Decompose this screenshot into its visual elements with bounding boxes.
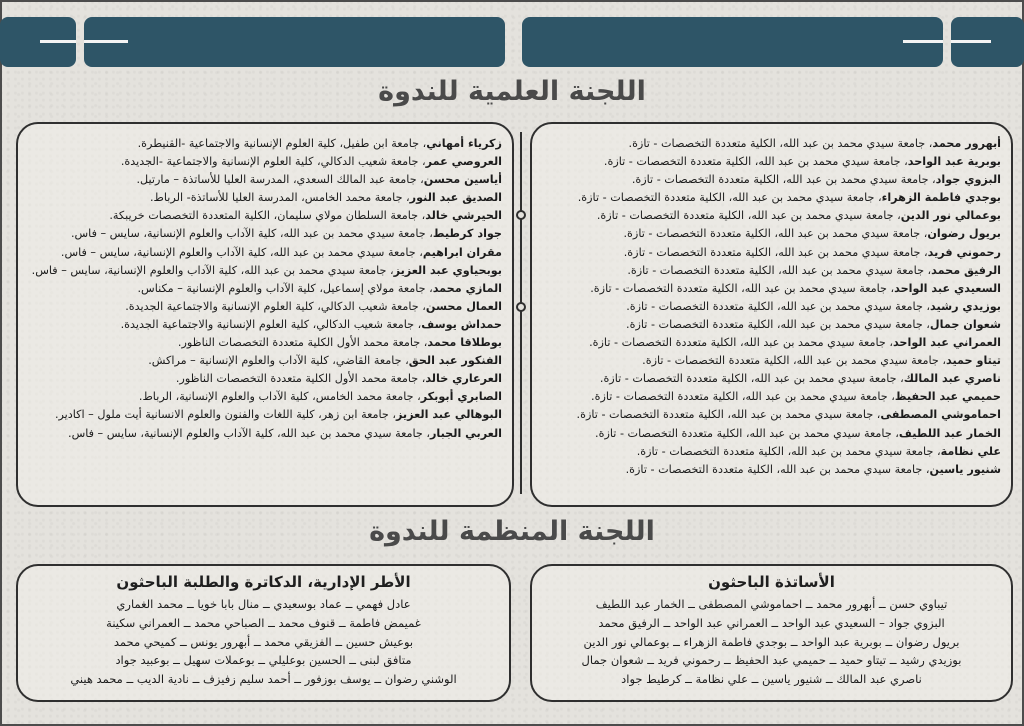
committee-member [28,370,502,388]
member-name: العرعاري خالد [425,372,502,386]
names-line: بوزيدي رشيد ــ تيتاو حميد ــ حميمي عبد الحفيظ ــ رحموني فريد ــ شعوان جمال [581,653,962,668]
scientific-left-list [28,135,502,443]
member-name: بوزيدي رشيد [930,299,1001,313]
committee-member [28,406,502,424]
member-name: مقران ابراهيم [422,245,502,259]
member-name: حمداش يوسف [421,317,502,331]
researchers-title: الأساتذة الباحثون [708,573,835,591]
member-affiliation: ، جامعة سيدي محمد بن عبد الله، الكلية متعددة التخصصات - تازة. [626,299,931,313]
committee-member [28,334,502,352]
committee-member [538,262,1001,280]
member-affiliation: ، جامعة محمد الأول الكلية متعددة التخصصات الناظور. [177,336,428,350]
member-affiliation: ، جامعة السلطان مولاي سليمان، الكلية المتعددة التخصصات خريبكة. [109,209,426,223]
committee-member [28,262,502,280]
scientific-right-panel [530,122,1013,507]
member-affiliation: ، جامعة سيدي محمد بن عبد الله، الكلية متعددة التخصصات - تازة. [595,426,899,440]
member-name: البزوي جواد [935,173,1001,187]
member-name: المازي محمد [432,281,502,295]
member-name: أياسين محسن [423,173,502,187]
member-name: بوجدي فاطمة الزهراء [881,191,1001,205]
member-affiliation: ، جامعة شعيب الدكالي، كلية العلوم الإنسانية والاجتماعية الجديدة. [125,299,426,313]
staff-names [26,595,501,689]
member-affiliation: ، جامعة محمد الأول الكلية متعددة التخصصات الناظور. [175,372,426,386]
member-affiliation: ، جامعة سيدي محمد بن عبد الله، كلية الآداب والعلوم الإنسانية، سايس – فاس. [68,426,430,440]
member-affiliation: ، جامعة سيدي محمد بن عبد الله، الكلية متعددة التخصصات - تازة. [642,354,947,368]
member-affiliation: ، جامعة سيدي محمد بن عبد الله، كلية الآداب والعلوم الإنسانية، سايس – فاس. [70,227,433,241]
committee-member [28,171,502,189]
member-name: العربي الجبار [429,426,502,440]
member-affiliation: ، جامعة مولاي إسماعيل، كلية الآداب والعلوم الإنسانية – مكناس. [137,281,433,295]
member-name: العروصي عمر [425,155,502,169]
scientific-right-list [538,135,1001,479]
member-name: الرفيق محمد [931,263,1001,277]
member-name: السعيدي عبد الواحد [894,281,1001,295]
member-name: تيتاو حميد [946,354,1001,368]
committee-member [538,316,1001,334]
member-name: الصابري أبوبكر [420,390,502,404]
member-affiliation: ، جامعة القاضي، كلية الآداب والعلوم الإنسانية – مراكش. [148,354,409,368]
committee-member [538,244,1001,262]
member-name: العمراني عبد الواحد [892,336,1001,350]
committee-member [28,153,502,171]
staff-title: الأطر الإدارية، الدكاترة والطلبة الباحثون [116,573,411,591]
committee-member [28,298,502,316]
committee-member [538,298,1001,316]
committee-member [28,425,502,443]
member-affiliation: ، جامعة سيدي محمد بن عبد الله، الكلية متعددة التخصصات - تازة. [623,245,928,259]
names-line: ناصري عبد المالك ــ شنيور ياسين ــ علي نظامة ــ كرطيط جواد [621,672,922,687]
member-affiliation: ، جامعة سيدي محمد بن عبد الله، الكلية متعددة التخصصات - تازة. [626,317,930,331]
researchers-names [540,595,1003,689]
header-bar-line [951,40,991,43]
committee-member [538,406,1001,424]
member-affiliation: ، جامعة محمد الخامس، كلية الآداب والعلوم الإنسانية، الرباط. [138,390,421,404]
member-name: بوطلاقا محمد [427,336,502,350]
member-affiliation: ، جامعة سيدي محمد بن عبد الله، الكلية متعددة التخصصات - تازة. [631,173,936,187]
names-line: تيباوي حسن ــ أبهرور محمد ــ احماموشي المصطفى ــ الخمار عبد اللطيف [595,597,948,611]
committee-member [28,244,502,262]
member-name: زكرياء أمهاني [426,137,502,150]
committee-member [538,225,1001,243]
committee-member [538,280,1001,298]
member-affiliation: ، جامعة سيدي محمد بن عبد الله، الكلية متعددة التخصصات - تازة. [589,336,893,350]
member-name: شنيور ياسين [929,462,1001,476]
header-bar-far-left [0,17,76,67]
member-name: احماموشي المصطفى [880,408,1001,422]
researchers-panel [530,564,1013,702]
member-affiliation: ، جامعة سيدي محمد بن عبد الله، الكلية متعددة التخصصات - تازة. [625,462,930,476]
member-name: رحموني فريد [927,245,1001,259]
member-name: بوعمالي نور الدين [900,209,1001,223]
committee-member [538,370,1001,388]
organizing-committee-title: اللجنة المنظمة للندوة [369,516,655,547]
member-affiliation: ، جامعة سيدي محمد بن عبد الله، الكلية متعددة التخصصات - تازة. [576,408,881,422]
member-affiliation: ، جامعة سيدي محمد بن عبد الله، الكلية متعددة التخصصات - تازة. [596,209,901,223]
committee-member [538,425,1001,443]
committee-member [538,153,1001,171]
member-name: الفنكور عبد الحق [408,354,502,368]
header-bar-right [522,17,943,67]
member-affiliation: ، جامعة سيدي محمد بن عبد الله، الكلية متعددة التخصصات - تازة. [636,444,941,458]
member-name: جواد كرطيط [432,227,502,241]
member-name: بوبحياوي عبد العزيز [393,263,502,277]
names-line: بوعيش حسين ــ الفزيقي محمد ــ أبهرور يونس ــ كميحي محمد [113,634,414,649]
member-affiliation: ، جامعة سيدي محمد بن عبد الله، الكلية متعددة التخصصات - تازة. [623,227,928,241]
names-line: الوشني رضوان ــ يوسف بوزفور ــ أحمد سليم زفيزف ــ نادية الديب ــ محمد هيني [70,672,457,687]
member-affiliation: ، جامعة سيدي محمد بن عبد الله، كلية الآداب والعلوم الإنسانية، سايس – فاس. [60,245,423,259]
divider-dot [516,210,526,220]
member-affiliation: ، جامعة شعيب الدكالي، كلية العلوم الإنسانية والاجتماعية -الجديدة. [120,155,426,169]
committee-member [538,207,1001,225]
member-affiliation: ، جامعة سيدي محمد بن عبد الله، الكلية متعددة التخصصات - تازة. [590,281,895,295]
column-divider [520,132,522,494]
committee-member [538,461,1001,479]
committee-member [28,189,502,207]
header-bar-left [84,17,505,67]
member-name: أبهرور محمد [932,137,1001,150]
member-affiliation: ، جامعة محمد الخامس، المدرسة العليا للأساتذة- الرباط. [149,191,410,205]
committee-member [538,135,1001,153]
committee-member [538,171,1001,189]
member-affiliation: ، جامعة سيدي محمد بن عبد الله، الكلية متعددة التخصصات - تازة. [591,390,895,404]
member-name: العمال محسن [425,299,502,313]
member-name: حميمي عبد الحفيظ [894,390,1001,404]
member-affiliation: ، جامعة سيدي محمد بن عبد الله، الكلية متعددة التخصصات - تازة. [603,155,908,169]
names-line: عادل فهمي ــ عماد بوسعيدي ــ منال بابا خويا ــ محمد الغماري [116,597,411,611]
member-affiliation: ، جامعة سيدي محمد بن عبد الله، الكلية متعددة التخصصات - تازة. [628,137,933,150]
member-affiliation: ، جامعة ابن طفيل، كلية العلوم الإنسانية والاجتماعية -القنيطرة. [137,137,427,150]
member-name: علي نظامة [940,444,1001,458]
scientific-left-panel [16,122,514,507]
divider-dot [516,302,526,312]
names-line: غميمض فاطمة ــ قنوف محمد ــ الصباحي محمد ــ العمراني سكينة [106,615,421,630]
member-affiliation: ، جامعة عبد المالك السعدي، المدرسة العليا للأساتذة – مارتيل. [136,173,424,187]
committee-member [28,207,502,225]
member-name: بوبرية عبد الواحد [907,155,1001,169]
member-affiliation: ، جامعة سيدي محمد بن عبد الله، الكلية متعددة التخصصات - تازة. [577,191,882,205]
committee-member [28,280,502,298]
committee-member [28,388,502,406]
header-bar-far-right [951,17,1024,67]
member-name: البوهالي عبد العزيز [395,408,502,422]
header-bar-line [903,40,943,43]
names-line: بريول رضوان ــ بوبرية عبد الواحد ــ بوجدي فاطمة الزهراء ــ بوعمالي نور الدين [583,634,960,649]
member-affiliation: ، جامعة سيدي محمد بن عبد الله، الكلية متعددة التخصصات - تازة. [627,263,932,277]
member-affiliation: ، جامعة سيدي محمد بن عبد الله، الكلية متعددة التخصصات - تازة. [599,372,904,386]
member-name: ناصري عبد المالك [903,372,1001,386]
header-bar-line [84,40,128,43]
committee-member [28,135,502,153]
committee-member [538,388,1001,406]
scientific-committee-title: اللجنة العلمية للندوة [378,76,646,107]
member-affiliation: ، جامعة سيدي محمد بن عبد الله، كلية الآداب والعلوم الإنسانية، سايس – فاس. [31,263,394,277]
staff-panel [16,564,511,702]
member-name: الصديق عبد النور [409,191,502,205]
member-name: بريول رضوان [927,227,1001,241]
committee-member [28,225,502,243]
committee-member [28,352,502,370]
committee-member [538,352,1001,370]
names-line: متافق لبنى ــ الحسين بوعليلي ــ بوعملات سهيل ــ بوعبيد جواد [115,653,412,668]
member-affiliation: ، جامعة ابن زهر، كلية اللغات والفنون والعلوم الانسانية أيت ملول – اكادير. [54,408,396,422]
committee-member [28,316,502,334]
member-name: الخمار عبد اللطيف [898,426,1001,440]
member-name: شعوان جمال [929,317,1001,331]
member-name: الحيرشي خالد [425,209,502,223]
committee-member [538,334,1001,352]
header-bar-line [40,40,76,43]
committee-member [538,443,1001,461]
names-line: البزوي جواد – السعيدي عبد الواحد ــ العمراني عبد الواحد ــ الرفيق محمد [598,615,945,630]
member-affiliation: ، جامعة شعيب الدكالي، كلية العلوم الإنسانية والاجتماعية الجديدة. [120,317,422,331]
committee-member [538,189,1001,207]
